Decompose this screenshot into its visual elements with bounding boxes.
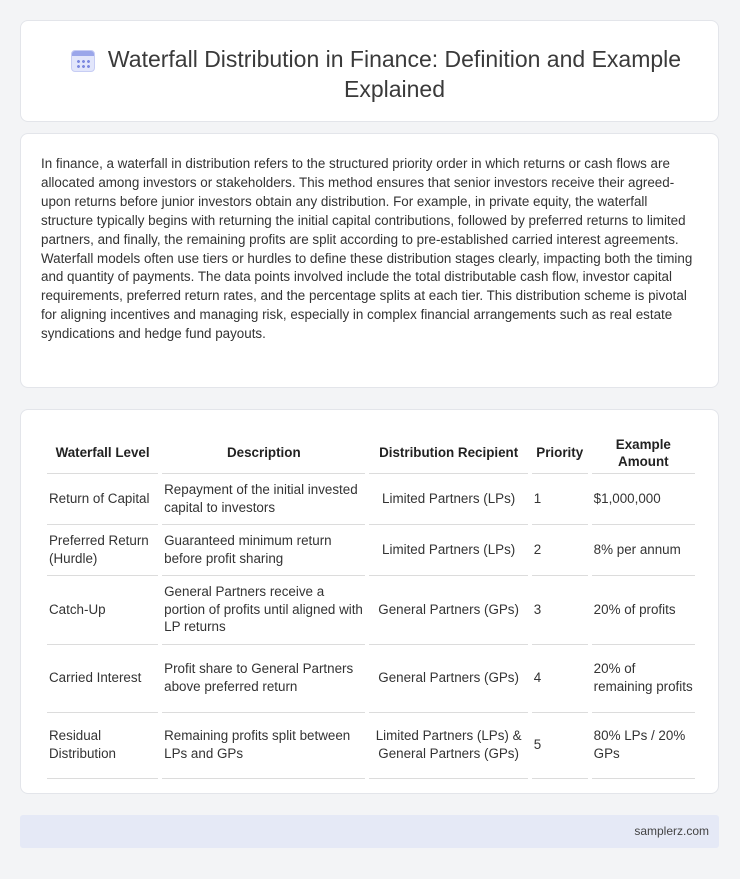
header-priority: Priority (532, 432, 588, 474)
cell-description: Profit share to General Partners above preferred return (162, 645, 365, 713)
description-text: In finance, a waterfall in distribution refers to the structured priority order in which returns or cash flows are allocated among investors or stakeholders. This method ensures that senior investors receive their agreed-upon returns before junior investors obtain any distribution. For example, in private equity, the waterfall structure typically begins with returning the initial capital contributions, followed by preferred returns to limited partners, and finally, the remaining profits are split according to pre-established carried interest agreements. Waterfall models often use tiers or hurdles to define these distribution stages clearly, impacting both the timing and quantity of payments. The data points involved include the total distributable cash flow, investor capital requirements, preferred return rates, and the percentage splits at each tier. This distribution scheme is pivotal for aligning incentives and managing risk, especially in complex financial arrangements such as real estate syndications and hedge fund payouts. (41, 156, 693, 342)
table-header-row (47, 432, 695, 474)
cell-description: Repayment of the initial invested capital to investors (162, 474, 365, 525)
cell-recipient: Limited Partners (LPs) (369, 474, 527, 525)
cell-priority: 1 (532, 474, 588, 525)
table-row (47, 713, 695, 779)
cell-description: General Partners receive a portion of profits until aligned with LP returns (162, 576, 365, 645)
cell-amount: $1,000,000 (592, 474, 695, 525)
cell-description: Guaranteed minimum return before profit sharing (162, 525, 365, 576)
header-description: Description (162, 432, 365, 474)
table-row (47, 576, 695, 645)
cell-level: Catch-Up (47, 576, 158, 645)
cell-level: Return of Capital (47, 474, 158, 525)
cell-priority: 2 (532, 525, 588, 576)
cell-description: Remaining profits split between LPs and GPs (162, 713, 365, 779)
cell-level: Preferred Return (Hurdle) (47, 525, 158, 576)
cell-amount: 80% LPs / 20% GPs (592, 713, 695, 779)
cell-priority: 4 (532, 645, 588, 713)
cell-recipient: General Partners (GPs) (369, 645, 527, 713)
table-row (47, 474, 695, 525)
cell-level: Carried Interest (47, 645, 158, 713)
cell-recipient: Limited Partners (LPs) (369, 525, 527, 576)
cell-amount: 20% of profits (592, 576, 695, 645)
cell-recipient: Limited Partners (LPs) & General Partners (GPs) (369, 713, 527, 779)
table-card (20, 409, 719, 794)
footer-bar (20, 815, 719, 848)
table-row (47, 525, 695, 576)
page-title: Waterfall Distribution in Finance: Definition and Example Explained (107, 46, 682, 102)
cell-amount: 20% of remaining profits (592, 645, 695, 713)
cell-recipient: General Partners (GPs) (369, 576, 527, 645)
table-row (47, 645, 695, 713)
cell-priority: 3 (532, 576, 588, 645)
description-card (20, 133, 719, 388)
header-example-amount: Example Amount (592, 432, 695, 474)
cell-amount: 8% per annum (592, 525, 695, 576)
cell-priority: 5 (532, 713, 588, 779)
header-distribution-recipient: Distribution Recipient (369, 432, 527, 474)
title-card (20, 20, 719, 122)
header-waterfall-level: Waterfall Level (47, 432, 158, 474)
cell-level: Residual Distribution (47, 713, 158, 779)
footer-site-link[interactable]: samplerz.com (634, 824, 709, 838)
waterfall-table (43, 432, 699, 779)
